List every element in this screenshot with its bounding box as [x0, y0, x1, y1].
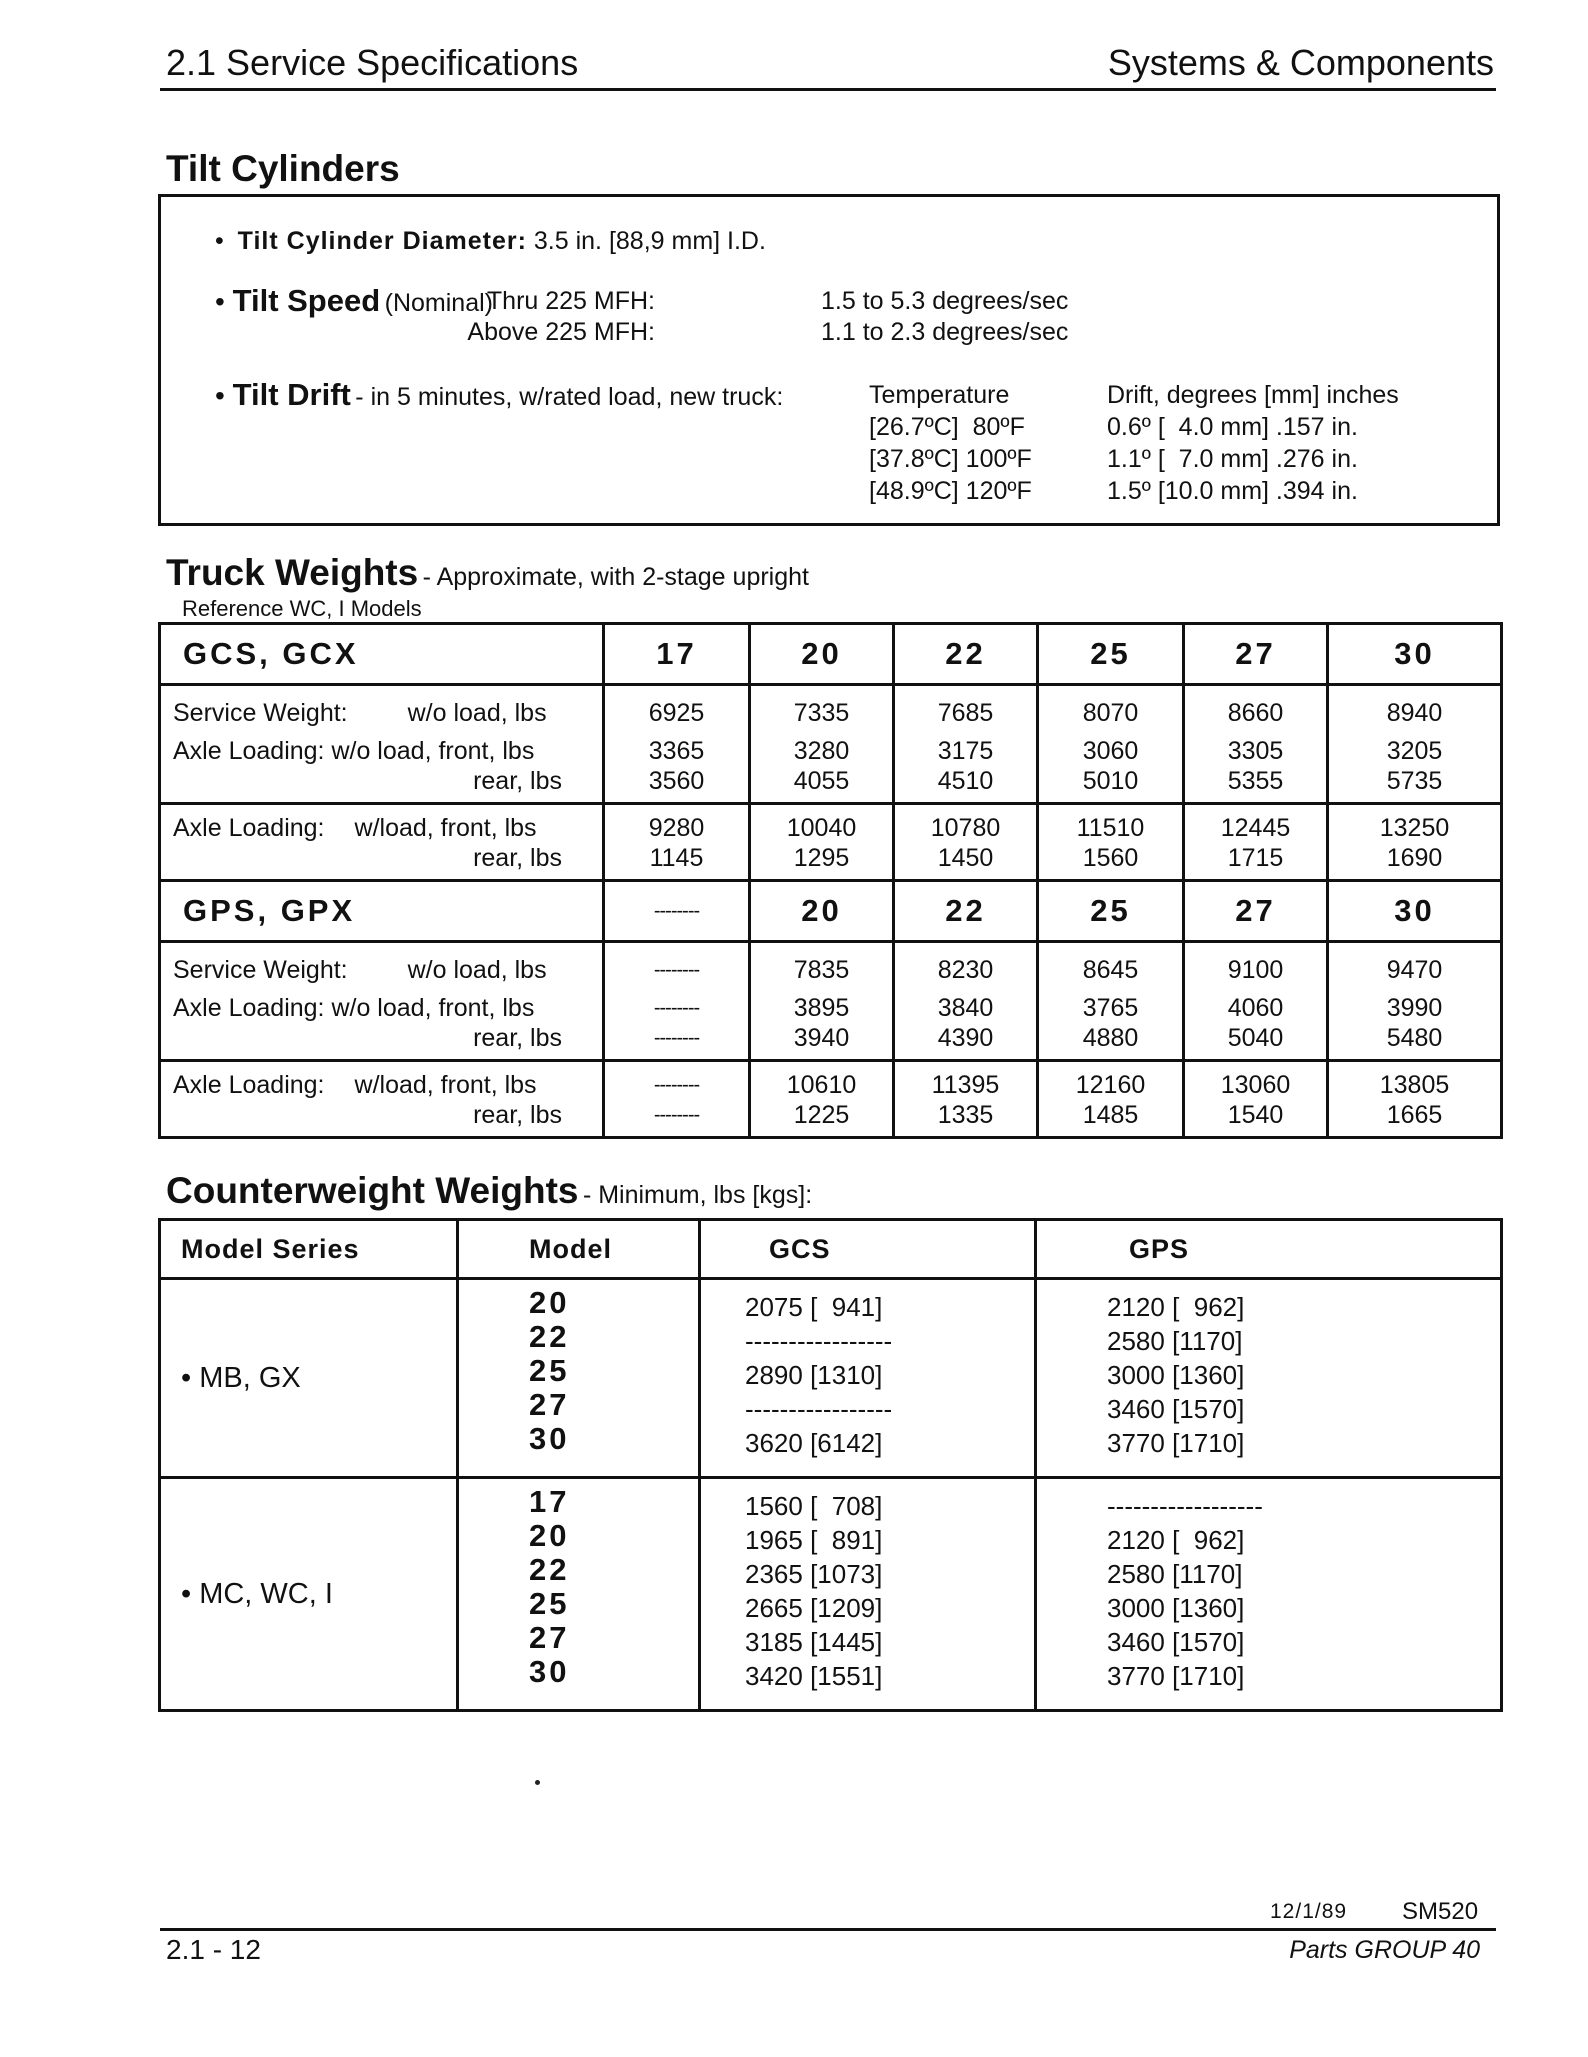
counterweight-subheading: - Minimum, lbs [kgs]:: [582, 1181, 813, 1209]
service-value: 8230: [937, 956, 994, 984]
col-gps: GPS: [1036, 1220, 1502, 1279]
axle-front-value: 3840: [937, 994, 994, 1022]
bullet-icon: •: [215, 286, 233, 317]
axle-w-front-value: 13250: [1379, 814, 1450, 842]
footer-date: 12/1/89: [1270, 1900, 1348, 1923]
axle-w-unit: w/load, front, lbs: [354, 1071, 537, 1099]
gcs-header-row: [160, 624, 1502, 685]
axle-w-front-value: 11510: [1076, 814, 1145, 842]
model-col: 20: [750, 881, 894, 942]
axle-front-value: 3895: [793, 994, 850, 1022]
service-weight-label: Service Weight:: [173, 956, 348, 984]
truck-weights-heading: Truck Weights: [166, 552, 419, 593]
rear-label: rear, lbs: [473, 1101, 562, 1129]
axle-front-value: 3990: [1386, 994, 1443, 1022]
axle-wo-label: Axle Loading: w/o load, front, lbs: [173, 994, 535, 1022]
counterweight-heading: Counterweight Weights: [166, 1170, 579, 1211]
axle-w-front-value: --------: [653, 1074, 700, 1096]
drift-value-header: Drift, degrees [mm] inches: [1107, 381, 1399, 409]
header-section-title: 2.1 Service Specifications: [166, 42, 579, 83]
truck-weights-subheading: - Approximate, with 2-stage upright: [422, 563, 809, 591]
tilt-cylinders-box: [158, 194, 1500, 526]
tilt-drift-label: Tilt Drift: [232, 377, 351, 412]
gps-values: ------------------ 2120 [ 962] 2580 [1170] 3000 [1360] 3460 [1570] 3770 [1710]: [1036, 1478, 1502, 1711]
weight-cell: [604, 685, 750, 804]
axle-rear-value: 4880: [1082, 1024, 1139, 1052]
axle-rear-value: 4510: [937, 767, 994, 795]
axle-w-front-value: 9280: [648, 814, 705, 842]
axle-rear-value: 3560: [648, 767, 705, 795]
col-model-series: Model Series: [160, 1220, 458, 1279]
gcs-group-name: GCS, GCX: [160, 624, 604, 685]
truck-weights-table: [158, 622, 1503, 1139]
model-list: 20 22 25 27 30: [458, 1279, 700, 1478]
axle-w-rear-value: 1145: [649, 844, 704, 872]
axle-w-front-value: 11395: [931, 1071, 1000, 1099]
axle-front-value: 3060: [1082, 737, 1139, 765]
drift-temp-2: [37.8ºC] 100ºF: [869, 445, 1032, 473]
tilt-cylinders-heading: Tilt Cylinders: [166, 148, 400, 189]
service-weight-label: Service Weight:: [173, 699, 348, 727]
footer-doc: SM520: [1402, 1898, 1479, 1925]
gps-header-row: [160, 881, 1502, 942]
weight-cell: [750, 804, 894, 881]
weight-cell: [1328, 942, 1502, 1061]
model-list: 17 20 22 25 27 30: [458, 1478, 700, 1711]
service-value: 9100: [1227, 956, 1284, 984]
gps-values: 2120 [ 962] 2580 [1170] 3000 [1360] 3460 [1570] 3770 [1710]: [1036, 1279, 1502, 1478]
weight-cell: [1328, 1061, 1502, 1138]
axle-w-rear-value: 1540: [1227, 1101, 1284, 1129]
weight-cell: [1328, 804, 1502, 881]
axle-rear-value: 5480: [1386, 1024, 1443, 1052]
bullet-icon: •: [215, 380, 233, 411]
axle-rear-value: --------: [653, 1027, 700, 1049]
col-gcs: GCS: [700, 1220, 1036, 1279]
axle-w-front-value: 10780: [930, 814, 1001, 842]
footer-rule: [160, 1928, 1496, 1931]
gps-group-name: GPS, GPX: [160, 881, 604, 942]
service-value: 7685: [937, 699, 994, 727]
drift-value-2: 1.1º [ 7.0 mm] .276 in.: [1107, 445, 1358, 473]
axle-w-rear-value: 1335: [937, 1101, 994, 1129]
weight-cell: [1328, 685, 1502, 804]
model-col: 22: [894, 624, 1038, 685]
service-value: 8645: [1082, 956, 1139, 984]
service-weight-unit: w/o load, lbs: [407, 956, 547, 984]
gps-axle-load-row: [160, 1061, 1502, 1138]
service-weight-unit: w/o load, lbs: [407, 699, 547, 727]
axle-front-value: 3305: [1227, 737, 1284, 765]
model-col: 22: [894, 881, 1038, 942]
axle-w-rear-value: 1690: [1386, 844, 1443, 872]
header-chapter-title: Systems & Components: [1107, 42, 1494, 83]
service-value: 8660: [1227, 699, 1284, 727]
service-value: --------: [653, 959, 700, 981]
weight-cell: [750, 942, 894, 1061]
row-label: [160, 685, 604, 804]
service-value: 7335: [793, 699, 850, 727]
model-col: 25: [1038, 881, 1184, 942]
weight-cell: [894, 1061, 1038, 1138]
axle-front-value: 3280: [793, 737, 850, 765]
axle-w-rear-value: 1715: [1227, 844, 1284, 872]
axle-w-front-value: 13805: [1379, 1071, 1450, 1099]
weight-cell: [894, 804, 1038, 881]
axle-w-front-value: 12160: [1075, 1071, 1146, 1099]
axle-w-front-value: 13060: [1220, 1071, 1291, 1099]
axle-w-front-value: 10610: [786, 1071, 857, 1099]
axle-rear-value: 5040: [1227, 1024, 1284, 1052]
axle-w-rear-value: 1450: [937, 844, 994, 872]
truck-weights-reference: Reference WC, I Models: [182, 596, 422, 621]
drift-value-3: 1.5º [10.0 mm] .394 in.: [1107, 477, 1358, 505]
tilt-diameter-label: Tilt Cylinder Diameter:: [237, 227, 527, 255]
axle-front-value: 3205: [1386, 737, 1443, 765]
truck-weights-title: [166, 552, 809, 594]
drift-temp-3: [48.9ºC] 120ºF: [869, 477, 1032, 505]
counterweight-group-row: [160, 1279, 1502, 1478]
axle-front-value: 3365: [648, 737, 705, 765]
service-value: 7835: [793, 956, 850, 984]
tilt-speed-note: (Nominal): [384, 289, 493, 317]
gcs-values: 1560 [ 708] 1965 [ 891] 2365 [1073] 2665 [1209] 3185 [1445] 3420 [1551]: [700, 1478, 1036, 1711]
col-model: Model: [458, 1220, 700, 1279]
gps-service-row: [160, 942, 1502, 1061]
weight-cell: [1184, 1061, 1328, 1138]
axle-rear-value: 5735: [1386, 767, 1443, 795]
header-rule: [160, 88, 1496, 91]
axle-w-rear-value: --------: [653, 1104, 700, 1126]
model-col: 27: [1184, 881, 1328, 942]
drift-value-1: 0.6º [ 4.0 mm] .157 in.: [1107, 413, 1358, 441]
axle-w-front-value: 10040: [786, 814, 857, 842]
gcs-values: 2075 [ 941] ----------------- 2890 [1310] ----------------- 3620 [6142]: [700, 1279, 1036, 1478]
model-col: 17: [604, 624, 750, 685]
weight-cell: [894, 942, 1038, 1061]
gcs-axle-load-row: [160, 804, 1502, 881]
axle-w-rear-value: 1295: [793, 844, 850, 872]
model-col: 20: [750, 624, 894, 685]
axle-w-rear-value: 1485: [1082, 1101, 1139, 1129]
rear-label: rear, lbs: [473, 1024, 562, 1052]
axle-front-value: 3175: [937, 737, 994, 765]
rear-label: rear, lbs: [473, 844, 562, 872]
footer-page-number: 2.1 - 12: [166, 1934, 261, 1965]
weight-cell: [1184, 804, 1328, 881]
series-name: • MC, WC, I: [160, 1478, 458, 1711]
footer-group: Parts GROUP 40: [1289, 1936, 1480, 1964]
axle-front-value: --------: [653, 997, 700, 1019]
rear-label: rear, lbs: [473, 767, 562, 795]
axle-rear-value: 4055: [793, 767, 850, 795]
weight-cell: [1038, 942, 1184, 1061]
drift-temperature-header: Temperature: [869, 381, 1010, 409]
service-value: 6925: [648, 699, 705, 727]
weight-cell: [1038, 1061, 1184, 1138]
series-name: • MB, GX: [160, 1279, 458, 1478]
stray-dot: [535, 1780, 540, 1785]
tilt-diameter-value: 3.5 in. [88,9 mm] I.D.: [533, 227, 766, 255]
row-label: [160, 942, 604, 1061]
axle-rear-value: 3940: [793, 1024, 850, 1052]
axle-rear-value: 4390: [937, 1024, 994, 1052]
tilt-drift-row: [215, 377, 783, 413]
axle-front-value: 4060: [1227, 994, 1284, 1022]
counterweight-header-row: [160, 1220, 1502, 1279]
axle-w-rear-value: 1665: [1386, 1101, 1443, 1129]
counterweight-table: [158, 1218, 1503, 1712]
axle-front-value: 3765: [1082, 994, 1139, 1022]
weight-cell: [750, 1061, 894, 1138]
service-value: 8940: [1386, 699, 1443, 727]
service-value: 9470: [1386, 956, 1443, 984]
axle-w-rear-value: 1560: [1082, 844, 1139, 872]
axle-w-label: Axle Loading:: [173, 814, 325, 842]
axle-wo-label: Axle Loading: w/o load, front, lbs: [173, 737, 535, 765]
row-label: [160, 804, 604, 881]
model-col: 25: [1038, 624, 1184, 685]
model-col: --------: [604, 881, 750, 942]
axle-w-unit: w/load, front, lbs: [354, 814, 537, 842]
weight-cell: [604, 804, 750, 881]
model-col: 30: [1328, 881, 1502, 942]
weight-cell: [1038, 804, 1184, 881]
tilt-diameter-row: [215, 227, 766, 256]
weight-cell: [894, 685, 1038, 804]
weight-cell: [604, 1061, 750, 1138]
axle-w-rear-value: 1225: [793, 1101, 850, 1129]
axle-w-front-value: 12445: [1220, 814, 1291, 842]
counterweight-group-row: [160, 1478, 1502, 1711]
tilt-speed-cond-2: Above 225 MFH:: [467, 318, 655, 346]
weight-cell: [604, 942, 750, 1061]
tilt-speed-cond-1: Thru 225 MFH:: [486, 287, 655, 315]
model-col: 27: [1184, 624, 1328, 685]
axle-rear-value: 5010: [1082, 767, 1139, 795]
weight-cell: [1038, 685, 1184, 804]
tilt-speed-row: [215, 283, 493, 319]
row-label: [160, 1061, 604, 1138]
drift-temp-1: [26.7ºC] 80ºF: [869, 413, 1025, 441]
weight-cell: [750, 685, 894, 804]
axle-w-label: Axle Loading:: [173, 1071, 325, 1099]
weight-cell: [1184, 685, 1328, 804]
model-col: 30: [1328, 624, 1502, 685]
weight-cell: [1184, 942, 1328, 1061]
service-value: 8070: [1082, 699, 1139, 727]
axle-rear-value: 5355: [1227, 767, 1284, 795]
bullet-icon: •: [215, 227, 238, 255]
counterweight-title: [166, 1170, 812, 1212]
tilt-speed-label: Tilt Speed: [232, 283, 381, 318]
tilt-speed-value-1: 1.5 to 5.3 degrees/sec: [821, 287, 1069, 315]
tilt-speed-value-2: 1.1 to 2.3 degrees/sec: [821, 318, 1069, 346]
tilt-drift-note: - in 5 minutes, w/rated load, new truck:: [355, 383, 784, 411]
gcs-service-row: [160, 685, 1502, 804]
